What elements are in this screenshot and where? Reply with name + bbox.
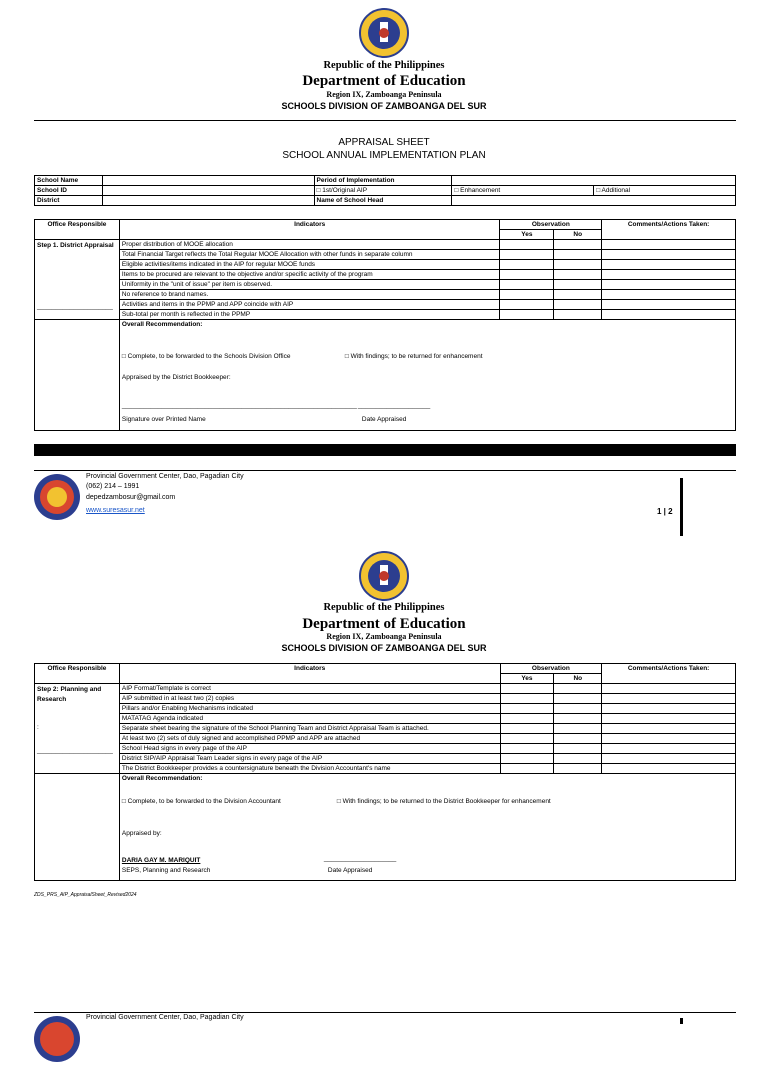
yes-cell[interactable]: [500, 744, 554, 754]
option-enhancement[interactable]: □ Enhancement: [452, 186, 594, 196]
comment-cell[interactable]: [602, 724, 736, 734]
deped-seal-logo: [359, 551, 409, 601]
indicator-row: No reference to brand names.: [119, 290, 500, 300]
step2-office-label: Step 2: Planning and Research: [37, 686, 102, 703]
col-comments: Comments/Actions Taken:: [602, 220, 736, 240]
date-line[interactable]: ____________________: [323, 855, 397, 862]
school-name-label: School Name: [35, 176, 103, 186]
yes-cell[interactable]: [500, 250, 554, 260]
signature-label: Signature over Printed Name: [121, 416, 206, 423]
indicator-row: Activities and items in the PPMP and APP coincide with AIP: [119, 300, 500, 310]
no-cell[interactable]: [554, 260, 602, 270]
division-seal-logo: [33, 1015, 81, 1063]
yes-cell[interactable]: [500, 754, 554, 764]
date-line[interactable]: ____________________: [357, 402, 431, 409]
footer-address: Provincial Government Center, Dao, Pagadian City: [86, 1014, 244, 1021]
appraised-by-label: Appraised by the District Bookkeeper:: [121, 374, 231, 381]
footer-vertical-bar: [680, 1018, 683, 1024]
col-yes: Yes: [500, 230, 554, 240]
appraiser-name: DARIA GAY M. MARIQUIT: [121, 857, 201, 864]
school-name-field[interactable]: [102, 176, 314, 186]
no-cell[interactable]: [554, 250, 602, 260]
indicator-row: Proper distribution of MOOE allocation: [119, 240, 500, 250]
indicator-row: Separate sheet bearing the signature of the School Planning Team and District Appraisal Team is attached.: [119, 724, 500, 734]
no-cell[interactable]: [554, 764, 602, 774]
comment-cell[interactable]: [602, 734, 736, 744]
sheet-subtitle: SCHOOL ANNUAL IMPLEMENTATION PLAN: [282, 150, 486, 161]
sheet-title: APPRAISAL SHEET: [338, 137, 430, 148]
school-id-field[interactable]: [102, 186, 314, 196]
page-number: 1 | 2: [657, 507, 673, 516]
yes-cell[interactable]: [500, 310, 554, 320]
footer-phone: (062) 214 – 1991: [86, 483, 140, 490]
indicator-row: School Head signs in every page of the AIP: [119, 744, 500, 754]
no-cell[interactable]: [554, 310, 602, 320]
col-no: No: [554, 230, 602, 240]
indicator-row: Items to be procured are relevant to the objective and/or specific activity of the program: [119, 270, 500, 280]
comment-cell[interactable]: [602, 744, 736, 754]
black-bar: [34, 444, 736, 456]
school-info-table: [34, 175, 736, 206]
step1-office-blank: [35, 320, 120, 431]
col-indicators: Indicators: [119, 664, 500, 684]
deped-seal-logo: [359, 8, 409, 58]
date-appraised-label: Date Appraised: [361, 416, 407, 423]
region-text: Region IX, Zamboanga Peninsula: [326, 632, 442, 641]
yes-cell[interactable]: [500, 764, 554, 774]
indicator-row: Total Financial Target reflects the Total Regular MOOE Allocation with other funds in separate column: [119, 250, 500, 260]
no-cell[interactable]: [554, 724, 602, 734]
option-with-findings[interactable]: □ With findings; to be returned to the District Bookkeeper for enhancement: [336, 798, 551, 805]
footer-email[interactable]: depedzambosur@gmail.com: [86, 494, 176, 501]
header-divider: [34, 120, 736, 121]
col-indicators: Indicators: [119, 220, 500, 240]
department-title: Department of Education: [302, 73, 466, 89]
no-cell[interactable]: [554, 270, 602, 280]
col-observation: Observation: [500, 664, 602, 674]
step2-office-blank: [35, 774, 120, 881]
division-seal-logo: [33, 473, 81, 521]
footer-divider: [34, 1012, 736, 1013]
no-cell[interactable]: [554, 280, 602, 290]
yes-cell[interactable]: [500, 300, 554, 310]
comment-cell[interactable]: [602, 694, 736, 704]
republic-text: Republic of the Philippines: [323, 60, 445, 71]
col-office-responsible: Office Responsible: [35, 664, 120, 684]
no-cell[interactable]: [554, 744, 602, 754]
step1-recommendation: [119, 320, 735, 431]
indicator-row: The District Bookkeeper provides a countersignature beneath the Division Accountant's name: [119, 764, 500, 774]
district-label: District: [35, 196, 103, 206]
yes-cell[interactable]: [500, 260, 554, 270]
step1-office: [35, 240, 120, 320]
yes-cell[interactable]: [500, 280, 554, 290]
yes-cell[interactable]: [500, 684, 554, 694]
no-cell[interactable]: [554, 240, 602, 250]
col-yes: Yes: [500, 674, 554, 684]
option-with-findings[interactable]: □ With findings; to be returned for enhancement: [344, 353, 483, 360]
comment-cell[interactable]: [602, 270, 736, 280]
comment-cell[interactable]: [602, 300, 736, 310]
no-cell[interactable]: [554, 704, 602, 714]
footer-address: Provincial Government Center, Dao, Pagadian City: [86, 473, 244, 480]
step1-office-label: Step 1. District Appraisal: [37, 242, 114, 249]
yes-cell[interactable]: [500, 240, 554, 250]
step2-recommendation: [119, 774, 735, 881]
signature-line[interactable]: _________________________________________________________________: [121, 402, 357, 409]
yes-cell[interactable]: [500, 714, 554, 724]
indicator-row: Uniformity in the "unit of issue" per item is observed.: [119, 280, 500, 290]
col-office-responsible: Office Responsible: [35, 220, 120, 240]
comment-cell[interactable]: [602, 754, 736, 764]
comment-cell[interactable]: [602, 240, 736, 250]
yes-cell[interactable]: [500, 704, 554, 714]
comment-cell[interactable]: [602, 260, 736, 270]
indicator-row: Sub-total per month is reflected in the PPMP: [119, 310, 500, 320]
col-comments: Comments/Actions Taken:: [602, 664, 736, 684]
no-cell[interactable]: [554, 734, 602, 744]
district-field[interactable]: [102, 196, 314, 206]
step2-office: [35, 684, 120, 774]
period-field[interactable]: [452, 176, 736, 186]
footer-vertical-bar: [680, 478, 683, 536]
yes-cell[interactable]: [500, 270, 554, 280]
comment-cell[interactable]: [602, 764, 736, 774]
school-head-label: Name of School Head: [314, 196, 452, 206]
school-head-field[interactable]: [452, 196, 736, 206]
yes-cell[interactable]: [500, 734, 554, 744]
col-observation: Observation: [500, 220, 602, 230]
no-cell[interactable]: [554, 290, 602, 300]
no-cell[interactable]: [554, 694, 602, 704]
overall-recommendation-label: Overall Recommendation:: [121, 775, 203, 782]
no-cell[interactable]: [554, 684, 602, 694]
comment-cell[interactable]: [602, 290, 736, 300]
no-cell[interactable]: [554, 300, 602, 310]
option-additional[interactable]: □ Additional: [594, 186, 736, 196]
option-complete[interactable]: □ Complete, to be forwarded to the Division Accountant: [121, 798, 281, 805]
comment-cell[interactable]: [602, 714, 736, 724]
indicator-row: District SIP/AIP Appraisal Team Leader signs in every page of the AIP: [119, 754, 500, 764]
footer-website-wrap: [86, 507, 145, 514]
appraised-by-label: Appraised by:: [121, 830, 162, 837]
comment-cell[interactable]: [602, 310, 736, 320]
step2-table: [34, 663, 736, 881]
step2-colon: :: [37, 724, 39, 731]
step2-blank-line: _____________________: [37, 747, 113, 754]
appraiser-position: SEPS, Planning and Research: [121, 867, 211, 874]
department-title: Department of Education: [302, 616, 466, 632]
indicator-row: AIP Format/Template is correct: [119, 684, 500, 694]
indicator-row: MATATAG Agenda indicated: [119, 714, 500, 724]
indicator-row: Pillars and/or Enabling Mechanisms indicated: [119, 704, 500, 714]
school-id-label: School ID: [35, 186, 103, 196]
footer-website-link[interactable]: www.suresasur.net: [86, 507, 145, 514]
overall-recommendation-label: Overall Recommendation:: [121, 321, 203, 328]
no-cell[interactable]: [554, 714, 602, 724]
republic-text: Republic of the Philippines: [323, 602, 445, 613]
indicator-row: AIP submitted in at least two (2) copies: [119, 694, 500, 704]
comment-cell[interactable]: [602, 250, 736, 260]
option-complete[interactable]: □ Complete, to be forwarded to the Schools Division Office: [121, 353, 291, 360]
step1-table: [34, 219, 736, 431]
form-code: ZDS_PRS_AIP_AppraisalSheet_Revised2024: [34, 892, 137, 898]
division-text: SCHOOLS DIVISION OF ZAMBOANGA DEL SUR: [281, 643, 487, 653]
col-no: No: [554, 674, 602, 684]
indicator-row: Eligible activities/items indicated in the AIP for regular MOOE funds: [119, 260, 500, 270]
no-cell[interactable]: [554, 754, 602, 764]
footer-divider: [34, 470, 736, 471]
date-appraised-label: Date Appraised: [327, 867, 373, 874]
division-text: SCHOOLS DIVISION OF ZAMBOANGA DEL SUR: [281, 101, 487, 111]
option-original-aip[interactable]: □ 1st/Original AIP: [314, 186, 452, 196]
comment-cell[interactable]: [602, 280, 736, 290]
yes-cell[interactable]: [500, 290, 554, 300]
indicator-row: At least two (2) sets of duly signed and accomplished PPMP and APP are attached: [119, 734, 500, 744]
yes-cell[interactable]: [500, 694, 554, 704]
step1-blank-line: _____________________: [37, 303, 113, 310]
comment-cell[interactable]: [602, 684, 736, 694]
comment-cell[interactable]: [602, 704, 736, 714]
period-label: Period of Implementation: [314, 176, 452, 186]
region-text: Region IX, Zamboanga Peninsula: [326, 90, 442, 99]
yes-cell[interactable]: [500, 724, 554, 734]
